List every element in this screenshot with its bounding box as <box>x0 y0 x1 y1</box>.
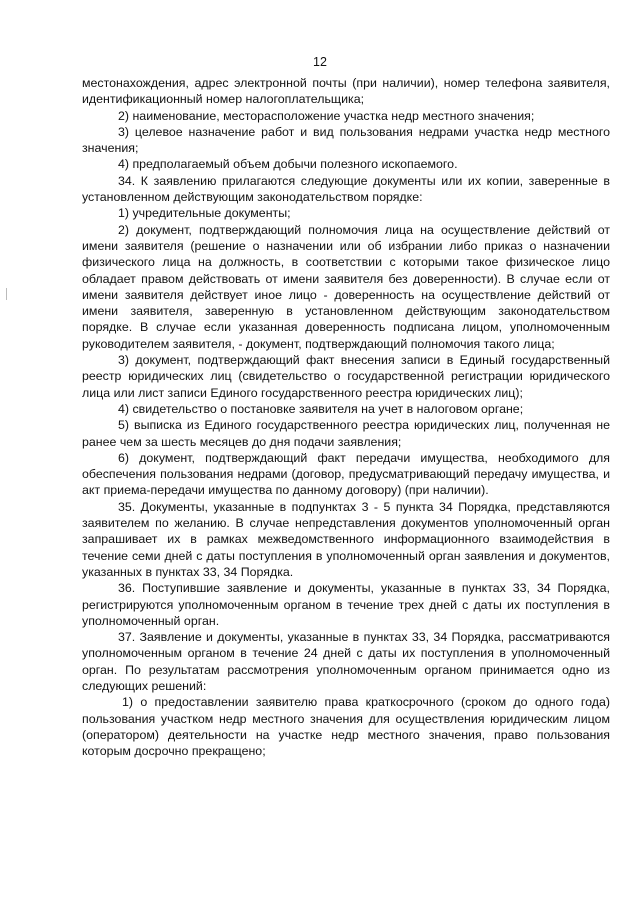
paragraph-clause-35: 35. Документы, указанные в подпунктах 3 - 5 пункта 34 Порядка, представляются заявителем по желанию. В случае непредставления документов уполномоченный орган запрашивает их в рамках межведомственного информационного взаимодействия в течение семи дней с даты поступления в уполномоченный орган заявления и документов, указанных в пунктах 33, 34 Порядка. <box>82 499 610 579</box>
document-body <box>82 75 610 759</box>
paragraph-34-item-6: 6) документ, подтверждающий факт передачи имущества, необходимого для обеспечения пользования недрами (договор, предусматривающий передачу имущества, и акт приема-передачи имущества по данному договору) (при наличии). <box>82 450 610 498</box>
paragraph-item-3: 3) целевое назначение работ и вид пользования недрами участка недр местного значения; <box>82 124 610 156</box>
paragraph-item-4: 4) предполагаемый объем добычи полезного ископаемого. <box>118 157 458 172</box>
paragraph-clause-36: 36. Поступившие заявление и документы, указанные в пунктах 33, 34 Порядка, регистрируются уполномоченным органом в течение трех дней с даты их поступления в уполномоченный орган. <box>82 581 610 628</box>
paragraph-34-item-4: 4) свидетельство о постановке заявителя на учет в налоговом органе; <box>118 401 524 416</box>
page-number: 12 <box>313 55 327 69</box>
paragraph-34-item-3: 3) документ, подтверждающий факт внесения записи в Единый государственный реестр юридических лиц (свидетельство о государственной регистрации юридического лица или лист записи Единого государственного реестра юридических лиц); <box>82 353 610 400</box>
paragraph-34-item-5: 5) выписка из Единого государственного реестра юридических лиц, полученная не ранее чем за шесть месяцев до дня подачи заявления; <box>82 418 610 449</box>
paragraph-clause-34: 34. К заявлению прилагаются следующие документы или их копии, заверенные в установленном действующим законодательством порядке: <box>82 173 610 205</box>
paragraph-34-item-1: 1) учредительные документы; <box>118 206 291 221</box>
paragraph-34-item-2: 2) документ, подтверждающий полномочия лица на осуществление действий от имени заявителя (решение о назначении или об избрании либо приказ о назначении физического лица на должность, в соответствии с которыми такое физическое лицо обладает правом действовать от имени заявителя без доверенности). В случае если от имени заявителя действует иное лицо - доверенность на осуществление действий от имени заявителя, заверенную в установленном действующим законодательством порядке. В случае если указанная доверенность подписана лицом, уполномоченным руководителем заявителя, - документ, подтверждающий полномочия такого лица; <box>82 222 610 351</box>
paragraph-1-continuation: местонахождения, адрес электронной почты (при наличии), номер телефона заявителя, идентификационный номер налогоплательщика; <box>82 76 610 107</box>
paragraph-item-2: 2) наименование, месторасположение участка недр местного значения; <box>118 108 535 123</box>
paragraph-clause-37: 37. Заявление и документы, указанные в пунктах 33, 34 Порядка, рассматриваются уполномоченным органом в течение 24 дней с даты их поступления в уполномоченный орган. По результатам рассмотрения уполномоченным органом принимается одно из следующих решений: <box>82 630 610 693</box>
paragraph-37-item-1: 1) о предоставлении заявителю права краткосрочного (сроком до одного года) пользования участком недр местного значения для осуществления юридическим лицом (оператором) деятельности на участке недр местного значения, право пользования которым досрочно прекращено; <box>82 695 610 759</box>
scan-margin-mark <box>6 288 7 300</box>
